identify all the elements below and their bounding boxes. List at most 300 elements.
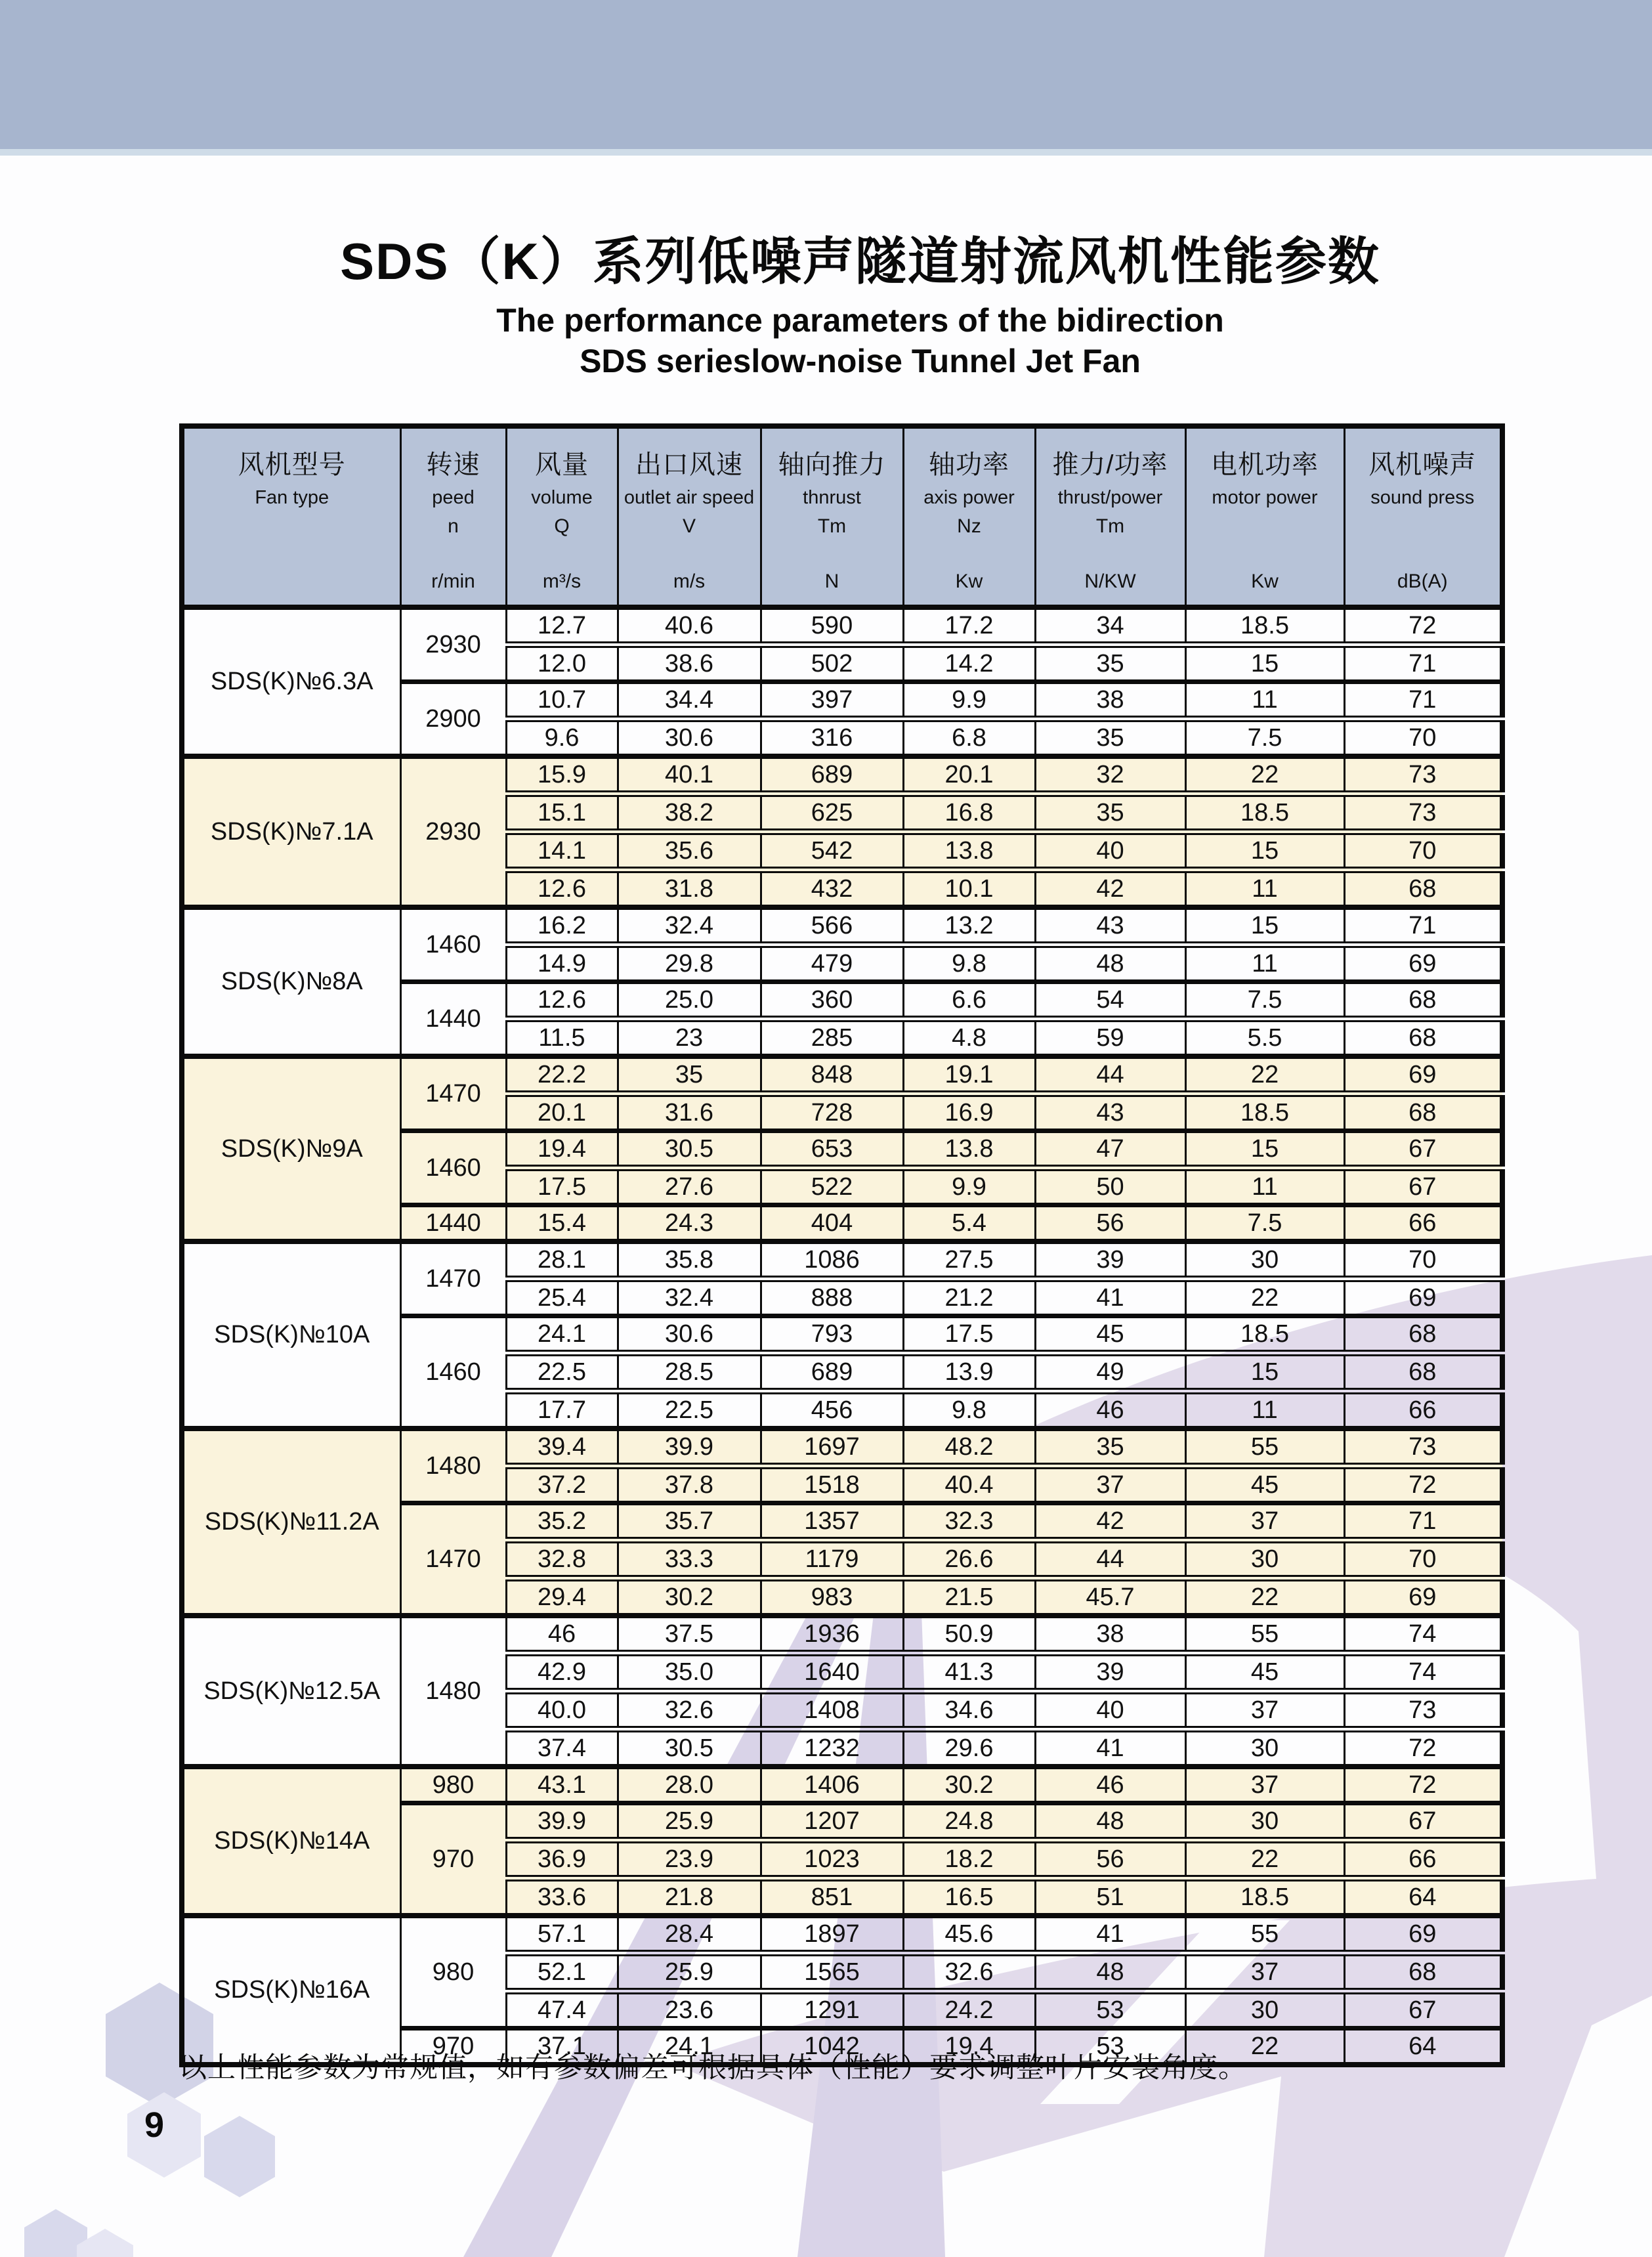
value-cell: 66 bbox=[1344, 1840, 1502, 1878]
value-cell: 19.1 bbox=[903, 1056, 1035, 1094]
value-cell: 55 bbox=[1185, 1616, 1344, 1653]
value-cell: 566 bbox=[761, 907, 903, 945]
value-cell: 15 bbox=[1185, 645, 1344, 682]
table-row bbox=[182, 1056, 1502, 1094]
value-cell: 73 bbox=[1344, 794, 1502, 832]
value-cell: 24.1 bbox=[506, 1316, 618, 1354]
value-cell: 69 bbox=[1344, 1056, 1502, 1094]
value-cell: 27.5 bbox=[903, 1241, 1035, 1279]
value-cell: 74 bbox=[1344, 1653, 1502, 1691]
page-title-en-line2: SDS serieslow-noise Tunnel Jet Fan bbox=[580, 343, 1141, 379]
speed-cell: 1470 bbox=[400, 1503, 506, 1616]
value-cell: 22 bbox=[1185, 2029, 1344, 2065]
speed-cell: 1480 bbox=[400, 1429, 506, 1503]
title-block bbox=[0, 231, 1652, 381]
value-cell: 22.2 bbox=[506, 1056, 618, 1094]
value-cell: 432 bbox=[761, 870, 903, 907]
value-cell: 59 bbox=[1035, 1019, 1185, 1056]
value-cell: 41.3 bbox=[903, 1653, 1035, 1691]
value-cell: 9.9 bbox=[903, 1168, 1035, 1205]
value-cell: 23.6 bbox=[618, 1991, 761, 2029]
value-cell: 11 bbox=[1185, 682, 1344, 720]
value-cell: 689 bbox=[761, 756, 903, 794]
value-cell: 16.2 bbox=[506, 907, 618, 945]
speed-cell: 980 bbox=[400, 1767, 506, 1803]
value-cell: 1357 bbox=[761, 1503, 903, 1541]
col-header-1: 风机型号 Fan type bbox=[182, 426, 400, 607]
value-cell: 36.9 bbox=[506, 1840, 618, 1878]
value-cell: 45 bbox=[1185, 1466, 1344, 1503]
value-cell: 29.4 bbox=[506, 1578, 618, 1616]
speed-cell: 970 bbox=[400, 2029, 506, 2065]
value-cell: 72 bbox=[1344, 1729, 1502, 1767]
value-cell: 39 bbox=[1035, 1653, 1185, 1691]
value-cell: 71 bbox=[1344, 907, 1502, 945]
value-cell: 68 bbox=[1344, 1353, 1502, 1391]
value-cell: 37 bbox=[1185, 1503, 1344, 1541]
value-cell: 16.9 bbox=[903, 1094, 1035, 1131]
value-cell: 20.1 bbox=[506, 1094, 618, 1131]
value-cell: 18.5 bbox=[1185, 1094, 1344, 1131]
value-cell: 67 bbox=[1344, 1991, 1502, 2029]
value-cell: 25.0 bbox=[618, 982, 761, 1020]
page-title-en-line1: The performance parameters of the bidirection bbox=[496, 302, 1224, 339]
value-cell: 45 bbox=[1035, 1316, 1185, 1354]
value-cell: 37.1 bbox=[506, 2029, 618, 2065]
value-cell: 35 bbox=[1035, 719, 1185, 756]
value-cell: 542 bbox=[761, 832, 903, 870]
col-header-5: 轴向推力 thnrust Tm N bbox=[761, 426, 903, 607]
value-cell: 35.7 bbox=[618, 1503, 761, 1541]
value-cell: 48 bbox=[1035, 1803, 1185, 1841]
value-cell: 53 bbox=[1035, 2029, 1185, 2065]
value-cell: 30 bbox=[1185, 1241, 1344, 1279]
value-cell: 69 bbox=[1344, 1279, 1502, 1316]
value-cell: 23 bbox=[618, 1019, 761, 1056]
speed-cell: 1470 bbox=[400, 1056, 506, 1131]
value-cell: 15 bbox=[1185, 1353, 1344, 1391]
value-cell: 35 bbox=[1035, 794, 1185, 832]
value-cell: 7.5 bbox=[1185, 1205, 1344, 1242]
value-cell: 39.9 bbox=[506, 1803, 618, 1841]
value-cell: 45.6 bbox=[903, 1916, 1035, 1953]
col-header-4: 出口风速 outlet air speed V m/s bbox=[618, 426, 761, 607]
value-cell: 40.6 bbox=[618, 607, 761, 645]
value-cell: 18.5 bbox=[1185, 1878, 1344, 1916]
fan-type-cell: SDS(K)№12.5A bbox=[182, 1616, 400, 1767]
value-cell: 69 bbox=[1344, 945, 1502, 982]
value-cell: 39.9 bbox=[618, 1429, 761, 1466]
value-cell: 5.5 bbox=[1185, 1019, 1344, 1056]
value-cell: 43.1 bbox=[506, 1767, 618, 1803]
value-cell: 50.9 bbox=[903, 1616, 1035, 1653]
value-cell: 28.4 bbox=[618, 1916, 761, 1953]
value-cell: 33.6 bbox=[506, 1878, 618, 1916]
speed-cell: 1470 bbox=[400, 1241, 506, 1316]
value-cell: 46 bbox=[1035, 1391, 1185, 1429]
value-cell: 41 bbox=[1035, 1279, 1185, 1316]
fan-type-cell: SDS(K)№6.3A bbox=[182, 607, 400, 756]
value-cell: 43 bbox=[1035, 907, 1185, 945]
value-cell: 30.5 bbox=[618, 1131, 761, 1169]
value-cell: 71 bbox=[1344, 1503, 1502, 1541]
value-cell: 502 bbox=[761, 645, 903, 682]
fan-type-cell: SDS(K)№11.2A bbox=[182, 1429, 400, 1616]
value-cell: 26.6 bbox=[903, 1540, 1035, 1578]
page-title-zh: SDS（K）系列低噪声隧道射流风机性能参数 bbox=[340, 232, 1380, 290]
value-cell: 18.5 bbox=[1185, 794, 1344, 832]
value-cell: 46 bbox=[1035, 1767, 1185, 1803]
value-cell: 1207 bbox=[761, 1803, 903, 1841]
value-cell: 522 bbox=[761, 1168, 903, 1205]
value-cell: 17.2 bbox=[903, 607, 1035, 645]
speed-cell: 970 bbox=[400, 1803, 506, 1916]
value-cell: 66 bbox=[1344, 1205, 1502, 1242]
value-cell: 19.4 bbox=[506, 1131, 618, 1169]
value-cell: 1406 bbox=[761, 1767, 903, 1803]
value-cell: 56 bbox=[1035, 1840, 1185, 1878]
value-cell: 30 bbox=[1185, 1803, 1344, 1841]
col-header-6: 轴功率 axis power Nz Kw bbox=[903, 426, 1035, 607]
value-cell: 983 bbox=[761, 1578, 903, 1616]
value-cell: 30 bbox=[1185, 1540, 1344, 1578]
speed-cell: 1480 bbox=[400, 1616, 506, 1767]
value-cell: 68 bbox=[1344, 1019, 1502, 1056]
value-cell: 72 bbox=[1344, 1767, 1502, 1803]
value-cell: 40.4 bbox=[903, 1466, 1035, 1503]
value-cell: 24.3 bbox=[618, 1205, 761, 1242]
value-cell: 17.5 bbox=[903, 1316, 1035, 1354]
value-cell: 34.6 bbox=[903, 1691, 1035, 1729]
value-cell: 9.8 bbox=[903, 945, 1035, 982]
value-cell: 32 bbox=[1035, 756, 1185, 794]
value-cell: 1179 bbox=[761, 1540, 903, 1578]
value-cell: 18.5 bbox=[1185, 1316, 1344, 1354]
value-cell: 55 bbox=[1185, 1429, 1344, 1466]
value-cell: 70 bbox=[1344, 1241, 1502, 1279]
value-cell: 28.5 bbox=[618, 1353, 761, 1391]
table-row bbox=[182, 1767, 1502, 1803]
value-cell: 27.6 bbox=[618, 1168, 761, 1205]
top-banner-edge bbox=[0, 149, 1652, 156]
value-cell: 68 bbox=[1344, 1316, 1502, 1354]
value-cell: 73 bbox=[1344, 756, 1502, 794]
hexagon-icon bbox=[204, 2116, 275, 2197]
value-cell: 38.2 bbox=[618, 794, 761, 832]
value-cell: 10.1 bbox=[903, 870, 1035, 907]
value-cell: 42 bbox=[1035, 1503, 1185, 1541]
value-cell: 72 bbox=[1344, 1466, 1502, 1503]
value-cell: 35 bbox=[1035, 1429, 1185, 1466]
value-cell: 18.5 bbox=[1185, 607, 1344, 645]
value-cell: 23.9 bbox=[618, 1840, 761, 1878]
value-cell: 12.7 bbox=[506, 607, 618, 645]
value-cell: 66 bbox=[1344, 1391, 1502, 1429]
performance-table bbox=[179, 423, 1505, 2067]
value-cell: 35 bbox=[1035, 645, 1185, 682]
fan-type-cell: SDS(K)№9A bbox=[182, 1056, 400, 1241]
value-cell: 45 bbox=[1185, 1653, 1344, 1691]
value-cell: 29.8 bbox=[618, 945, 761, 982]
value-cell: 37.2 bbox=[506, 1466, 618, 1503]
value-cell: 39.4 bbox=[506, 1429, 618, 1466]
value-cell: 43 bbox=[1035, 1094, 1185, 1131]
value-cell: 20.1 bbox=[903, 756, 1035, 794]
value-cell: 37.5 bbox=[618, 1616, 761, 1653]
value-cell: 68 bbox=[1344, 870, 1502, 907]
value-cell: 30.6 bbox=[618, 1316, 761, 1354]
value-cell: 68 bbox=[1344, 1953, 1502, 1991]
value-cell: 49 bbox=[1035, 1353, 1185, 1391]
value-cell: 46 bbox=[506, 1616, 618, 1653]
value-cell: 69 bbox=[1344, 1578, 1502, 1616]
table-row bbox=[182, 607, 1502, 645]
value-cell: 48 bbox=[1035, 1953, 1185, 1991]
value-cell: 34.4 bbox=[618, 682, 761, 720]
value-cell: 37 bbox=[1035, 1466, 1185, 1503]
value-cell: 48 bbox=[1035, 945, 1185, 982]
table-row bbox=[182, 1916, 1502, 1953]
value-cell: 10.7 bbox=[506, 682, 618, 720]
value-cell: 13.2 bbox=[903, 907, 1035, 945]
value-cell: 1232 bbox=[761, 1729, 903, 1767]
value-cell: 13.8 bbox=[903, 1131, 1035, 1169]
value-cell: 12.0 bbox=[506, 645, 618, 682]
value-cell: 14.9 bbox=[506, 945, 618, 982]
value-cell: 30 bbox=[1185, 1729, 1344, 1767]
value-cell: 11 bbox=[1185, 945, 1344, 982]
value-cell: 40 bbox=[1035, 832, 1185, 870]
value-cell: 25.4 bbox=[506, 1279, 618, 1316]
value-cell: 848 bbox=[761, 1056, 903, 1094]
value-cell: 15.1 bbox=[506, 794, 618, 832]
value-cell: 22 bbox=[1185, 1056, 1344, 1094]
value-cell: 12.6 bbox=[506, 982, 618, 1020]
value-cell: 22 bbox=[1185, 1840, 1344, 1878]
value-cell: 1518 bbox=[761, 1466, 903, 1503]
value-cell: 25.9 bbox=[618, 1803, 761, 1841]
value-cell: 71 bbox=[1344, 682, 1502, 720]
value-cell: 39 bbox=[1035, 1241, 1185, 1279]
value-cell: 71 bbox=[1344, 645, 1502, 682]
value-cell: 37 bbox=[1185, 1767, 1344, 1803]
value-cell: 11 bbox=[1185, 1168, 1344, 1205]
value-cell: 35.0 bbox=[618, 1653, 761, 1691]
value-cell: 69 bbox=[1344, 1916, 1502, 1953]
speed-cell: 2930 bbox=[400, 756, 506, 907]
value-cell: 1897 bbox=[761, 1916, 903, 1953]
value-cell: 40.0 bbox=[506, 1691, 618, 1729]
value-cell: 48.2 bbox=[903, 1429, 1035, 1466]
value-cell: 73 bbox=[1344, 1429, 1502, 1466]
value-cell: 35 bbox=[618, 1056, 761, 1094]
speed-cell: 2900 bbox=[400, 682, 506, 757]
value-cell: 21.8 bbox=[618, 1878, 761, 1916]
value-cell: 9.8 bbox=[903, 1391, 1035, 1429]
value-cell: 404 bbox=[761, 1205, 903, 1242]
speed-cell: 1440 bbox=[400, 982, 506, 1057]
value-cell: 18.2 bbox=[903, 1840, 1035, 1878]
value-cell: 30 bbox=[1185, 1991, 1344, 2029]
value-cell: 1936 bbox=[761, 1616, 903, 1653]
value-cell: 22 bbox=[1185, 756, 1344, 794]
value-cell: 22 bbox=[1185, 1279, 1344, 1316]
page-number: 9 bbox=[144, 2105, 165, 2145]
fan-type-cell: SDS(K)№16A bbox=[182, 1916, 400, 2065]
value-cell: 42.9 bbox=[506, 1653, 618, 1691]
value-cell: 1023 bbox=[761, 1840, 903, 1878]
value-cell: 15.9 bbox=[506, 756, 618, 794]
value-cell: 15.4 bbox=[506, 1205, 618, 1242]
value-cell: 30.2 bbox=[618, 1578, 761, 1616]
value-cell: 32.8 bbox=[506, 1540, 618, 1578]
speed-cell: 980 bbox=[400, 1916, 506, 2029]
value-cell: 1086 bbox=[761, 1241, 903, 1279]
top-banner bbox=[0, 0, 1652, 149]
value-cell: 25.9 bbox=[618, 1953, 761, 1991]
value-cell: 37 bbox=[1185, 1953, 1344, 1991]
value-cell: 32.6 bbox=[903, 1953, 1035, 1991]
value-cell: 70 bbox=[1344, 1540, 1502, 1578]
fan-type-cell: SDS(K)№7.1A bbox=[182, 756, 400, 907]
table-header-row bbox=[182, 426, 1502, 607]
value-cell: 37.4 bbox=[506, 1729, 618, 1767]
value-cell: 625 bbox=[761, 794, 903, 832]
value-cell: 15 bbox=[1185, 832, 1344, 870]
value-cell: 30.2 bbox=[903, 1767, 1035, 1803]
value-cell: 17.5 bbox=[506, 1168, 618, 1205]
value-cell: 68 bbox=[1344, 1094, 1502, 1131]
speed-cell: 1460 bbox=[400, 1131, 506, 1205]
value-cell: 38.6 bbox=[618, 645, 761, 682]
value-cell: 590 bbox=[761, 607, 903, 645]
value-cell: 1408 bbox=[761, 1691, 903, 1729]
value-cell: 41 bbox=[1035, 1729, 1185, 1767]
value-cell: 54 bbox=[1035, 982, 1185, 1020]
value-cell: 51 bbox=[1035, 1878, 1185, 1916]
value-cell: 29.6 bbox=[903, 1729, 1035, 1767]
value-cell: 44 bbox=[1035, 1056, 1185, 1094]
value-cell: 47 bbox=[1035, 1131, 1185, 1169]
value-cell: 17.7 bbox=[506, 1391, 618, 1429]
value-cell: 32.6 bbox=[618, 1691, 761, 1729]
table-row bbox=[182, 1429, 1502, 1466]
value-cell: 7.5 bbox=[1185, 719, 1344, 756]
value-cell: 57.1 bbox=[506, 1916, 618, 1953]
value-cell: 47.4 bbox=[506, 1991, 618, 2029]
value-cell: 37.8 bbox=[618, 1466, 761, 1503]
value-cell: 35.6 bbox=[618, 832, 761, 870]
value-cell: 68 bbox=[1344, 982, 1502, 1020]
fan-type-cell: SDS(K)№8A bbox=[182, 907, 400, 1056]
col-header-2: 转速 peed n r/min bbox=[400, 426, 506, 607]
value-cell: 42 bbox=[1035, 870, 1185, 907]
value-cell: 6.6 bbox=[903, 982, 1035, 1020]
value-cell: 64 bbox=[1344, 1878, 1502, 1916]
value-cell: 6.8 bbox=[903, 719, 1035, 756]
value-cell: 479 bbox=[761, 945, 903, 982]
value-cell: 56 bbox=[1035, 1205, 1185, 1242]
value-cell: 22.5 bbox=[618, 1391, 761, 1429]
fan-type-cell: SDS(K)№10A bbox=[182, 1241, 400, 1429]
value-cell: 360 bbox=[761, 982, 903, 1020]
value-cell: 70 bbox=[1344, 832, 1502, 870]
value-cell: 24.1 bbox=[618, 2029, 761, 2065]
value-cell: 7.5 bbox=[1185, 982, 1344, 1020]
value-cell: 16.5 bbox=[903, 1878, 1035, 1916]
value-cell: 456 bbox=[761, 1391, 903, 1429]
value-cell: 67 bbox=[1344, 1803, 1502, 1841]
table-row bbox=[182, 1241, 1502, 1279]
col-header-8: 电机功率 motor power Kw bbox=[1185, 426, 1344, 607]
value-cell: 9.6 bbox=[506, 719, 618, 756]
value-cell: 32.3 bbox=[903, 1503, 1035, 1541]
value-cell: 52.1 bbox=[506, 1953, 618, 1991]
value-cell: 31.6 bbox=[618, 1094, 761, 1131]
value-cell: 74 bbox=[1344, 1616, 1502, 1653]
value-cell: 38 bbox=[1035, 1616, 1185, 1653]
value-cell: 35.2 bbox=[506, 1503, 618, 1541]
value-cell: 73 bbox=[1344, 1691, 1502, 1729]
value-cell: 37 bbox=[1185, 1691, 1344, 1729]
value-cell: 316 bbox=[761, 719, 903, 756]
value-cell: 653 bbox=[761, 1131, 903, 1169]
value-cell: 70 bbox=[1344, 719, 1502, 756]
value-cell: 64 bbox=[1344, 2029, 1502, 2065]
value-cell: 22 bbox=[1185, 1578, 1344, 1616]
value-cell: 9.9 bbox=[903, 682, 1035, 720]
value-cell: 21.5 bbox=[903, 1578, 1035, 1616]
value-cell: 67 bbox=[1344, 1168, 1502, 1205]
value-cell: 30.5 bbox=[618, 1729, 761, 1767]
value-cell: 1565 bbox=[761, 1953, 903, 1991]
value-cell: 11.5 bbox=[506, 1019, 618, 1056]
value-cell: 55 bbox=[1185, 1916, 1344, 1953]
value-cell: 72 bbox=[1344, 607, 1502, 645]
value-cell: 12.6 bbox=[506, 870, 618, 907]
value-cell: 40 bbox=[1035, 1691, 1185, 1729]
table-row bbox=[182, 1616, 1502, 1653]
value-cell: 285 bbox=[761, 1019, 903, 1056]
value-cell: 50 bbox=[1035, 1168, 1185, 1205]
value-cell: 33.3 bbox=[618, 1540, 761, 1578]
value-cell: 28.1 bbox=[506, 1241, 618, 1279]
value-cell: 32.4 bbox=[618, 1279, 761, 1316]
value-cell: 22.5 bbox=[506, 1353, 618, 1391]
value-cell: 32.4 bbox=[618, 907, 761, 945]
value-cell: 44 bbox=[1035, 1540, 1185, 1578]
value-cell: 24.2 bbox=[903, 1991, 1035, 2029]
value-cell: 15 bbox=[1185, 907, 1344, 945]
footnote-text: 以上性能参数为常规值，如有参数偏差可根据具体（性能）要求调整叶片安装角度。 bbox=[179, 2052, 1247, 2084]
fan-type-cell: SDS(K)№14A bbox=[182, 1767, 400, 1916]
value-cell: 16.8 bbox=[903, 794, 1035, 832]
col-header-3: 风量 volume Q m³/s bbox=[506, 426, 618, 607]
value-cell: 689 bbox=[761, 1353, 903, 1391]
value-cell: 31.8 bbox=[618, 870, 761, 907]
speed-cell: 1460 bbox=[400, 1316, 506, 1429]
value-cell: 35.8 bbox=[618, 1241, 761, 1279]
value-cell: 40.1 bbox=[618, 756, 761, 794]
value-cell: 5.4 bbox=[903, 1205, 1035, 1242]
value-cell: 728 bbox=[761, 1094, 903, 1131]
value-cell: 67 bbox=[1344, 1131, 1502, 1169]
value-cell: 4.8 bbox=[903, 1019, 1035, 1056]
value-cell: 14.1 bbox=[506, 832, 618, 870]
col-header-9: 风机噪声 sound press dB(A) bbox=[1344, 426, 1502, 607]
value-cell: 1042 bbox=[761, 2029, 903, 2065]
value-cell: 53 bbox=[1035, 1991, 1185, 2029]
